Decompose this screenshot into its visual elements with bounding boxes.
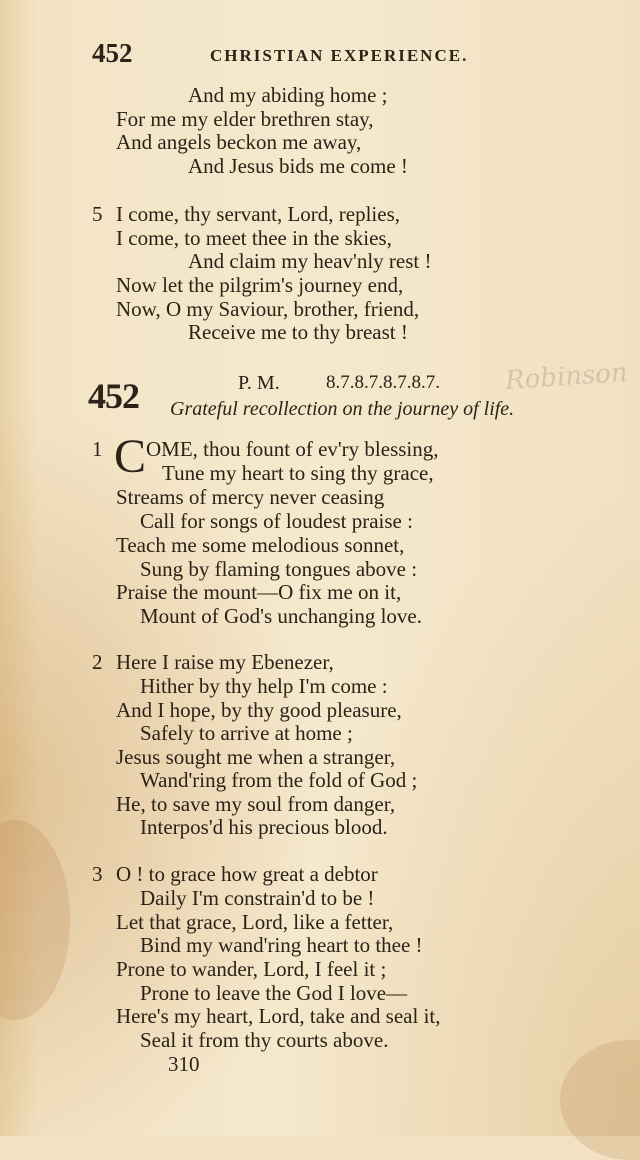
verse-line: I come, thy servant, Lord, replies, [116,202,400,226]
paper-stain [560,1040,640,1160]
verse-line: Praise the mount—O fix me on it, [116,580,402,604]
verse-line: And my abiding home ; [188,83,388,107]
verse-line: For me my elder brethren stay, [116,107,374,131]
verse-line: And angels beckon me away, [116,130,362,154]
verse-line: Streams of mercy never ceasing [116,485,385,509]
verse-line: Sung by flaming tongues above : [140,557,418,581]
stanza-number: 1 [92,437,103,461]
drop-cap: C [114,430,147,483]
verse-line: OME, thou fount of ev'ry blessing, [146,437,439,461]
verse-line: Seal it from thy courts above. [140,1028,389,1052]
meter-label: P. M. [238,372,280,394]
signature-mark: 310 [168,1052,200,1076]
verse-line: And I hope, by thy good pleasure, [116,698,402,722]
stanza-number: 3 [92,862,103,886]
verse-line: Interpos'd his precious blood. [140,815,388,839]
hymn-subtitle: Grateful recollection on the journey of life. [170,398,515,420]
verse-line: Tune my heart to sing thy grace, [162,461,434,485]
stanza-number: 2 [92,650,103,674]
page-number: 452 [92,38,133,68]
verse-line: Daily I'm constrain'd to be ! [140,886,375,910]
verse-line: Bind my wand'ring heart to thee ! [140,933,423,957]
verse-line: Wand'ring from the fold of God ; [140,768,418,792]
running-title: CHRISTIAN EXPERIENCE. [210,46,469,65]
verse-line: And claim my heav'nly rest ! [188,249,432,273]
verse-line: Safely to arrive at home ; [140,721,353,745]
verse-line: Hither by thy help I'm come : [140,674,388,698]
verse-line: I come, to meet thee in the skies, [116,226,392,250]
meter: 8.7.8.7.8.7.8.7. [326,372,440,393]
verse-line: Prone to leave the God I love— [140,981,408,1005]
verse-line: He, to save my soul from danger, [116,792,396,816]
pencil-annotation: Robinson [504,357,629,397]
verse-line: Here's my heart, Lord, take and seal it, [116,1004,441,1028]
verse-line: Mount of God's unchanging love. [140,604,423,628]
verse-line: Teach me some melodious sonnet, [116,533,405,557]
verse-line: Let that grace, Lord, like a fetter, [116,910,394,934]
stanza-number: 5 [92,202,103,226]
verse-line: Jesus sought me when a stranger, [116,745,396,769]
paper-stain [0,820,70,1020]
verse-line: Now, O my Saviour, brother, friend, [116,297,420,321]
verse-line: And Jesus bids me come ! [188,154,408,178]
verse-line: Now let the pilgrim's journey end, [116,273,404,297]
verse-line: O ! to grace how great a debtor [116,862,378,886]
verse-line: Prone to wander, Lord, I feel it ; [116,957,387,981]
hymn-number: 452 [88,376,139,416]
verse-line: Here I raise my Ebenezer, [116,650,334,674]
verse-line: Call for songs of loudest praise : [140,509,413,533]
verse-line: Receive me to thy breast ! [188,320,408,344]
